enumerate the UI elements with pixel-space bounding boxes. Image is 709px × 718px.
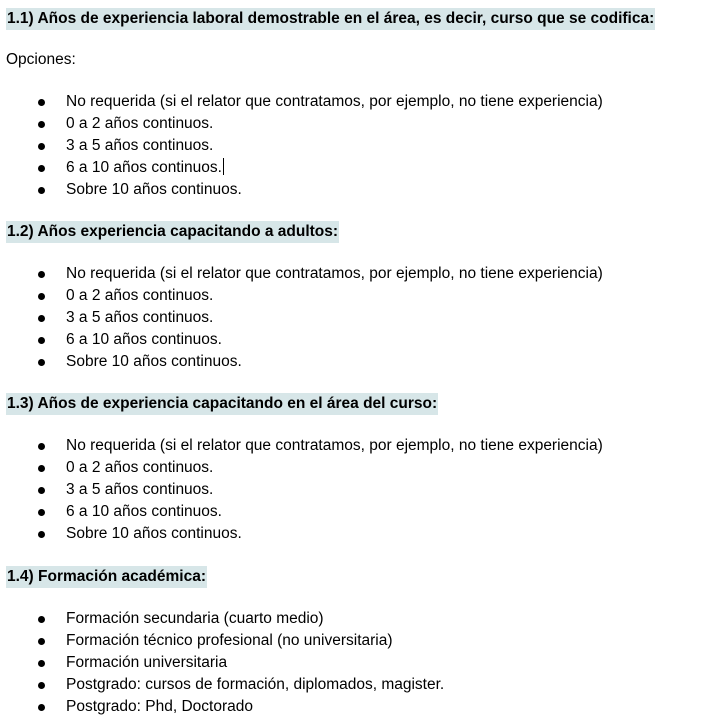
list-item-text: 6 a 10 años continuos. <box>66 159 222 176</box>
bullet-icon <box>38 99 45 106</box>
bullet-icon <box>38 337 45 344</box>
bullet-icon <box>38 359 45 366</box>
list-item-text: 3 a 5 años continuos. <box>66 481 214 498</box>
list-item-text: Sobre 10 años continuos. <box>66 181 242 198</box>
bullet-icon <box>38 487 45 494</box>
list-item-text: Postgrado: Phd, Doctorado <box>66 698 253 715</box>
list-item-text: No requerida (si el relator que contratamos, por ejemplo, no tiene experiencia) <box>66 437 603 454</box>
section-heading-1-3: 1.3) Años de experiencia capacitando en el área del curso: <box>6 393 438 415</box>
bullet-icon <box>38 271 45 278</box>
bullet-icon <box>38 293 45 300</box>
section-heading-1-1: 1.1) Años de experiencia laboral demostrable en el área, es decir, curso que se codifica: <box>6 8 655 30</box>
list-item-text: 6 a 10 años continuos. <box>66 331 222 348</box>
bullet-icon <box>38 121 45 128</box>
list-item-text-with-cursor <box>66 157 224 179</box>
list-item-text: Sobre 10 años continuos. <box>66 525 242 542</box>
bullet-icon <box>38 315 45 322</box>
bullet-icon <box>38 682 45 689</box>
text-cursor <box>223 158 225 175</box>
list-item-text: 0 a 2 años continuos. <box>66 115 214 132</box>
list-item-text: 3 a 5 años continuos. <box>66 137 214 154</box>
list-item-text: Postgrado: cursos de formación, diplomados, magister. <box>66 676 445 693</box>
bullet-icon <box>38 165 45 172</box>
list-item-text: Formación técnico profesional (no universitaria) <box>66 632 393 649</box>
list-item-text: 6 a 10 años continuos. <box>66 503 222 520</box>
bullet-icon <box>38 531 45 538</box>
list-item-text: Formación universitaria <box>66 654 228 671</box>
bullet-icon <box>38 660 45 667</box>
bullet-icon <box>38 443 45 450</box>
bullet-icon <box>38 143 45 150</box>
list-item-text: 0 a 2 años continuos. <box>66 287 214 304</box>
list-item-text: Formación secundaria (cuarto medio) <box>66 610 324 627</box>
list-item-text: No requerida (si el relator que contratamos, por ejemplo, no tiene experiencia) <box>66 265 603 282</box>
list-item-text: Sobre 10 años continuos. <box>66 353 242 370</box>
bullet-icon <box>38 704 45 711</box>
options-label: Opciones: <box>6 51 76 68</box>
section-heading-1-2: 1.2) Años experiencia capacitando a adultos: <box>6 221 339 243</box>
list-item-text: 3 a 5 años continuos. <box>66 309 214 326</box>
section-heading-1-4: 1.4) Formación académica: <box>6 566 207 588</box>
bullet-icon <box>38 187 45 194</box>
bullet-icon <box>38 616 45 623</box>
list-item-text: 0 a 2 años continuos. <box>66 459 214 476</box>
bullet-icon <box>38 509 45 516</box>
bullet-icon <box>38 638 45 645</box>
list-item-text: No requerida (si el relator que contratamos, por ejemplo, no tiene experiencia) <box>66 93 603 110</box>
bullet-icon <box>38 465 45 472</box>
